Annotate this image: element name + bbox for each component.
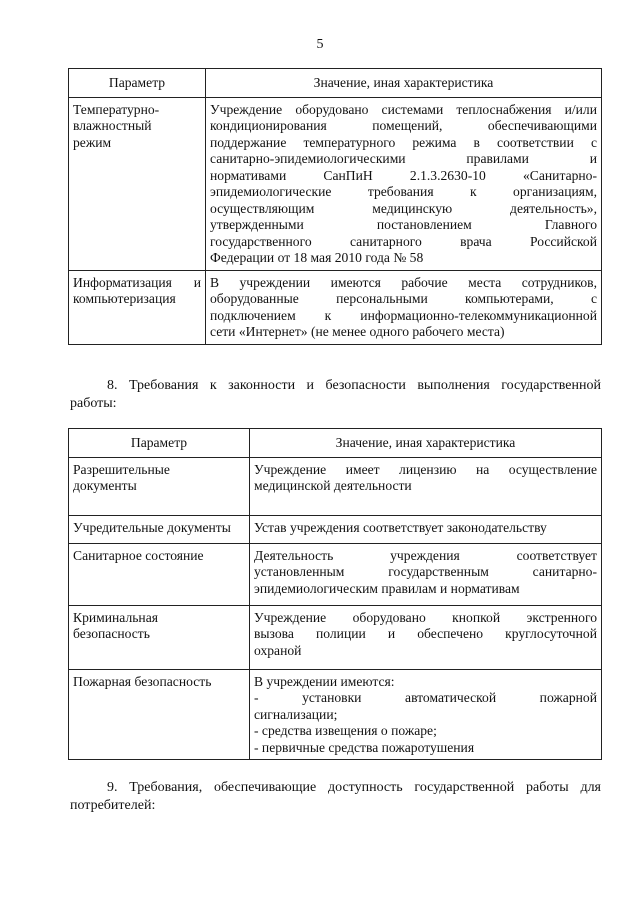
value-cell: В учреждении имеются рабочие места сотрудников, оборудованные персональными компьютерами, с подключением к информационно-телекоммуникационной сети «Интернет» (не менее одного рабочего места) — [206, 270, 602, 344]
parameter-cell: Пожарная безопасность — [69, 669, 250, 760]
column-header-parameter: Параметр — [69, 69, 206, 98]
column-header-value: Значение, иная характеристика — [206, 69, 602, 98]
table-row — [69, 543, 602, 605]
column-header-value: Значение, иная характеристика — [250, 429, 602, 458]
table-row — [69, 97, 602, 270]
parameter-cell: Разрешительные документы — [69, 457, 250, 515]
table-header-row — [69, 429, 602, 458]
parameter-cell: Информатизация и компьютеризация — [69, 270, 206, 344]
parameter-cell: Температурно- влажностный режим — [69, 97, 206, 270]
table-row — [69, 669, 602, 760]
table-row — [69, 515, 602, 543]
parameter-cell: Учредительные документы — [69, 515, 250, 543]
table-row — [69, 270, 602, 344]
value-cell: Учреждение оборудовано системами теплоснабжения и/или кондиционирования помещений, обеспечивающими поддержание температурного режима в соответствии с санитарно-эпидемиологическими правилами и нормативами СанПиН 2.1.3.2630-10 «Санитарно- эпидемиологические требования к организациям, осуществляющим медицинскую деятельность», утвержденными постановлением Главного государственного санитарного врача Российской Федерации от 18 мая 2010 года № 58 — [206, 97, 602, 270]
parameter-cell: Криминальная безопасность — [69, 605, 250, 669]
value-cell: Деятельность учреждения соответствует установленным государственным санитарно- эпидемиологическим правилам и нормативам — [250, 543, 602, 605]
section-8-heading: 8. Требования к законности и безопасности выполнения государственной работы: — [70, 378, 601, 411]
parameter-cell: Санитарное состояние — [69, 543, 250, 605]
value-cell: В учреждении имеются: - установки автоматической пожарной сигнализации; - средства извещения о пожаре; - первичные средства пожаротушения — [250, 669, 602, 760]
table-row — [69, 457, 602, 515]
column-header-parameter: Параметр — [69, 429, 250, 458]
value-cell: Устав учреждения соответствует законодательству — [250, 515, 602, 543]
section-9-heading: 9. Требования, обеспечивающие доступность государственной работы для потребителей: — [70, 780, 601, 813]
table-header-row — [69, 69, 602, 98]
characteristics-table — [68, 68, 602, 345]
page-number: 5 — [316, 37, 324, 52]
table-row — [69, 605, 602, 669]
value-cell: Учреждение имеет лицензию на осуществление медицинской деятельности — [250, 457, 602, 515]
safety-requirements-table — [68, 428, 602, 760]
value-cell: Учреждение оборудовано кнопкой экстренного вызова полиции и обеспечено круглосуточной охраной — [250, 605, 602, 669]
